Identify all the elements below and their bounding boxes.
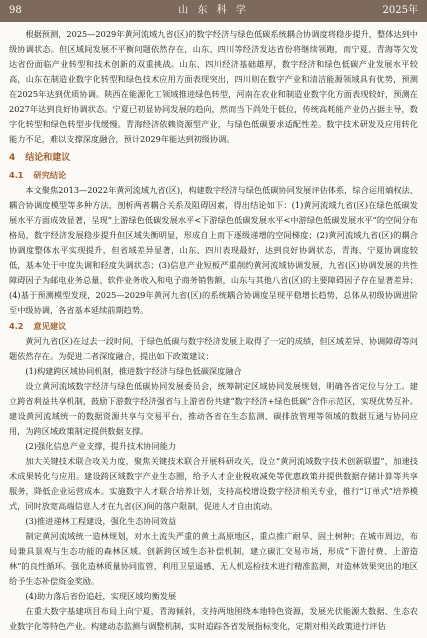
suggestion-heading-1: (1)构建跨区域协同机制，推进数字经济与绿色低碳深度融合 <box>25 366 242 376</box>
journal-name: 山 东 科 学 <box>178 5 249 16</box>
publication-year: 2025年 <box>382 5 418 16</box>
section-title: 结论和建议 <box>25 153 71 163</box>
suggestion-body-3: 制定黄河流域统一造林规划，对水土流失严重的黄土高原地区，重点推广耐旱、固土树种；在城市周边，布局兼具景观与生态功能的森林区域。创新跨区域生态补偿机制，建立碳汇交易市场，形成“下游付费、上游造林”的良性循环。强化造林质量协同监管，利用卫星遥感、无人机巡检技术进行精准监测，对造林效果突出的地区给予生态补偿资金奖励。 <box>9 531 418 586</box>
conclusion-paragraph: 本文聚焦2013—2022年黄河流域九省(区)，构建数字经济与绿色低碳协同发展评估体系，综合运用熵权法、耦合协调度模型等多种方法，剖析两者耦合关系及阻碍因素，得出结论如下：(1)黄河流域九省(区)在绿色低碳发展水平方面成效显著，呈现“上游绿色低碳发展水平<下游绿色低碳发展水平<中游绿色低碳发展水平”的空间分布格局，数字经济发展稳步提升但区域失衡明显，形成自上而下逐级递增的空间梯度；(2)黄河流域九省(区)的耦合协调度整体水平实现提升，但省域差异显著，山东、四川表现最好，达到良好协调状态，青海、宁夏协调度较低，基本处于中度失调和轻度失调状态；(3)信息产业短板严重削约黄河流域协调发展，九省(区)协调发展的共性障碍因子为邮电业务总量、软件业务收入和电子商务销售额，山东与其他八省(区)的主要障碍因子存在显著差异；(4)基于预测模型发现，2025—2029年黄河九省(区)的系统耦合协调度呈现平稳增长趋势，总体从初级协调进阶至中级协调，各省基本延续前期趋势。 <box>9 185 418 315</box>
subsection-title: 意见建议 <box>33 321 67 331</box>
article-body <box>9 27 418 634</box>
intro-paragraph: 根据预测，2025—2029年黄河流域九省(区)的数字经济与绿色低碳系统耦合协调度将稳步提升，整体达到中级协调状态。但区域间发展不平衡问题依然存在，山东、四川等经济发达省份将继续领跑，而宁夏、青海等欠发达省份面临产业转型和技术创新的双重挑战。山东、四川经济基础雄厚，数字经济和绿色低碳产业发展水平较高，山东在制造业数字化转型和绿色技术应用方面表现突出，四川则在数字产业和清洁能源领域具有优势，预测在2025年达到优质协调。陕西在能源化工领域推进绿色转型，河南在农业和制造业数字化方面表现较好，预测在2027年达到良好协调状态。宁夏已初显协同发展的趋向，然而当下尚处于低位，传统高耗能产业仍占据主导，数字化转型和绿色转型步伐缓慢。青海经济依赖资源型产业，与绿色低碳要求适配性差。数字技术研发及应用转化能力不足，难以支撑深度融合，预计2029年能达到初级协调。 <box>9 29 418 144</box>
suggestion-body-1: 设立黄河流域数字经济与绿色低碳协同发展委员会，统筹制定区域协同发展规划，明确各省定位与分工。建立跨省利益共享机制，鼓励下游数字经济强省与上游省份共建“数字经济+绿色低碳”合作示范区，实现优势互补。建设黄河流域统一的数据资源共享与交易平台，推动各省在生态监测、碳排放管理等领域的数据互通与协同应用，为跨区域政策制定提供数据支撑。 <box>9 381 418 436</box>
section-number: 4 <box>9 153 16 163</box>
suggestion-heading-3: (3)推进递林工程建设，强化生态协同效益 <box>25 516 177 526</box>
subsection-number: 4.1 <box>9 170 24 180</box>
suggestion-heading-4: (4)助力落后省份追赶，实现区域均衡发展 <box>25 591 177 601</box>
suggestion-intro-paragraph: 黄河九省(区)在过去一段时间，于绿色低碳与数字经济发展上取得了一定的成绩，但区域差异、协调障碍等问题依然存在。为促进二者深度融合，提出如下政策建议： <box>9 336 418 361</box>
suggestion-body-2: 加大关键技术联合攻关力度，聚焦关键技术联合开展科研攻关，设立“黄河流域数字技术创新联盟”，加速技术成果转化与应用。建设跨区域数字产业生态圈，给予人才企业税收减免等优惠政策并提供数据存储计算等共享服务，降低企业运营成本。实施数字人才联合培养计划，支持高校增设数字经济相关专业，推行“订单式”培养模式，同时放宽高端信息人才在九省(区)间的落户限制，促进人才自由流动。 <box>9 456 418 511</box>
suggestion-heading-2: (2)强化信息产业支撑，提升技术协同能力 <box>25 441 177 451</box>
page-number: 98 <box>9 5 22 16</box>
subsection-number: 4.2 <box>9 321 24 331</box>
page-header <box>0 0 427 22</box>
suggestion-body-4: 在重大数字基建项目布局上向宁夏，青海倾斜，支持两地围绕本地特色资源，发展光伏能源大数据、生态农业数字化等特色产业。构建动态监测与调整机制，实时追踪各省发展指标变化，定期对相关政策进行评估 <box>9 606 418 631</box>
subsection-heading-4-1 <box>9 168 418 183</box>
subsection-heading-4-2 <box>9 319 418 334</box>
section-heading-4 <box>9 150 418 166</box>
subsection-title: 研究结论 <box>33 170 67 180</box>
